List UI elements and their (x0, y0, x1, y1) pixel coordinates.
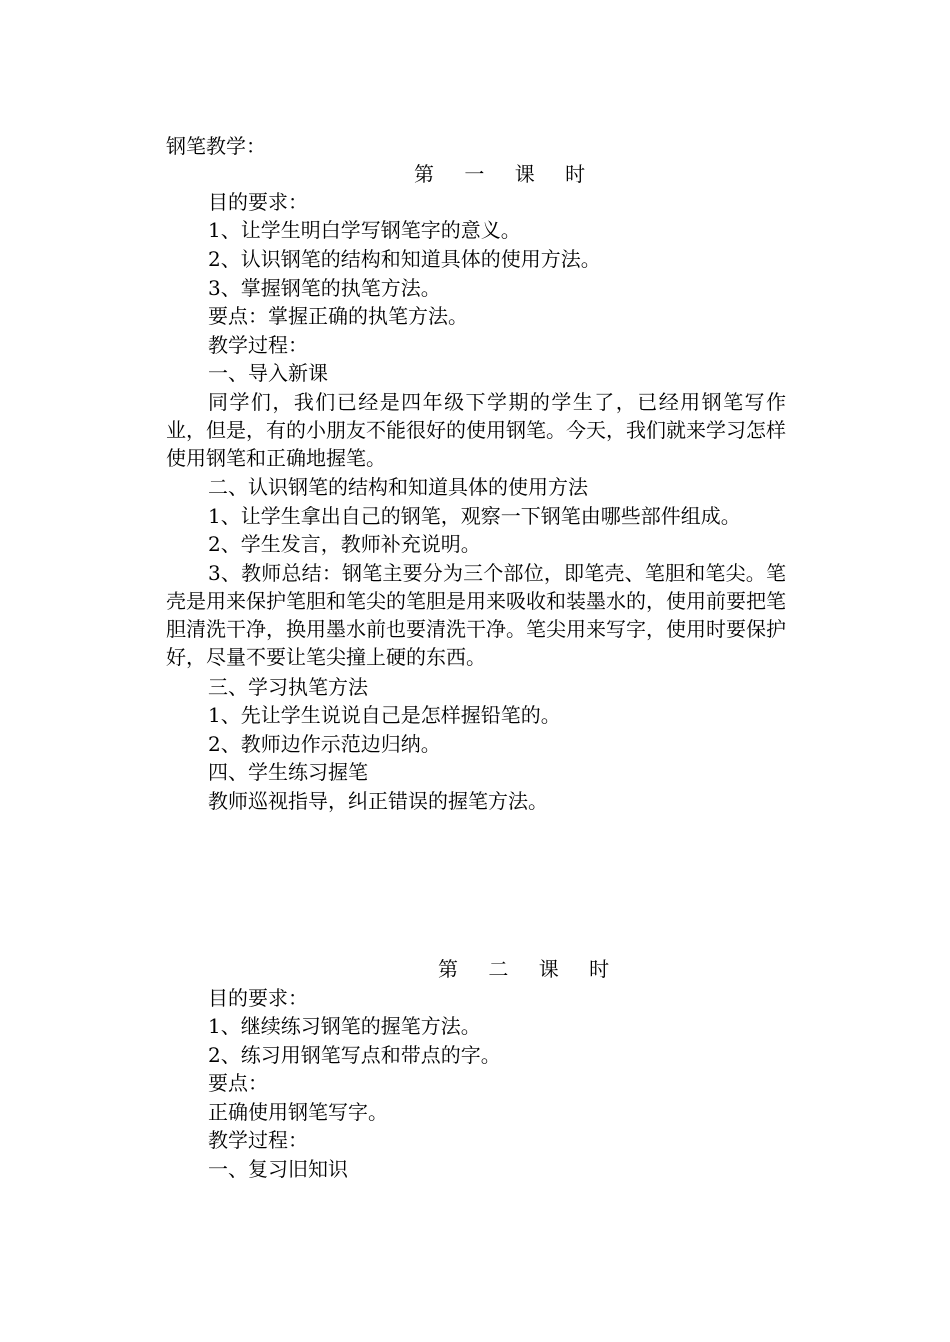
lesson-1-step-4-title: 四、学生练习握笔 (208, 760, 368, 784)
lesson-1-step-3-item-1: 1、先让学生说说自己是怎样握铅笔的。 (208, 703, 561, 727)
lesson-1-step-2-item-1: 1、让学生拿出自己的钢笔，观察一下钢笔由哪些部件组成。 (208, 504, 741, 528)
lesson-1-step-4-text: 教师巡视指导，纠正错误的握笔方法。 (208, 789, 548, 813)
lesson-1-step-2-item-3: 3、教师总结：钢笔主要分为三个部位，即笔壳、笔胆和笔尖。笔壳是用来保护笔胆和笔尖的笔胆是用来吸收和装墨水的，使用前要把笔胆清洗干净，换用墨水前也要清洗干净。笔尖用来写字，使用时要保护好，尽量不要让笔尖撞上硬的东西。 (166, 561, 786, 669)
lesson-2-title: 第 二 课 时 (438, 957, 622, 981)
lesson-1-process-heading: 教学过程： (208, 333, 308, 357)
lesson-1-step-2-item-2: 2、学生发言，教师补充说明。 (208, 532, 481, 556)
lesson-1-step-1-title: 一、导入新课 (208, 361, 328, 385)
document-title: 钢笔教学： (166, 134, 266, 158)
lesson-1-objective-1: 1、让学生明白学写钢笔字的意义。 (208, 218, 521, 242)
lesson-2-objective-2: 2、练习用钢笔写点和带点的字。 (208, 1043, 501, 1067)
lesson-1-objectives-heading: 目的要求： (208, 190, 308, 214)
lesson-1-objective-3: 3、掌握钢笔的执笔方法。 (208, 276, 441, 300)
lesson-1-step-1-text: 同学们，我们已经是四年级下学期的学生了，已经用钢笔写作业，但是，有的小朋友不能很好的使用钢笔。今天，我们就来学习怎样使用钢笔和正确地握笔。 (166, 390, 786, 470)
lesson-1-objective-2: 2、认识钢笔的结构和知道具体的使用方法。 (208, 247, 601, 271)
lesson-2-process-heading: 教学过程： (208, 1128, 308, 1152)
lesson-2-step-1-title: 一、复习旧知识 (208, 1157, 348, 1181)
lesson-1-step-3-item-2: 2、教师边作示范边归纳。 (208, 732, 441, 756)
lesson-2-objective-1: 1、继续练习钢笔的握笔方法。 (208, 1014, 481, 1038)
lesson-1-key-point: 要点：掌握正确的执笔方法。 (208, 304, 468, 328)
lesson-2-key-point-text: 正确使用钢笔写字。 (208, 1100, 388, 1124)
lesson-1-step-3-title: 三、学习执笔方法 (208, 675, 368, 699)
lesson-1-title: 第 一 课 时 (414, 162, 598, 186)
lesson-2-objectives-heading: 目的要求： (208, 986, 308, 1010)
lesson-2-key-point-heading: 要点： (208, 1071, 268, 1095)
lesson-1-step-2-title: 二、认识钢笔的结构和知道具体的使用方法 (208, 475, 588, 499)
